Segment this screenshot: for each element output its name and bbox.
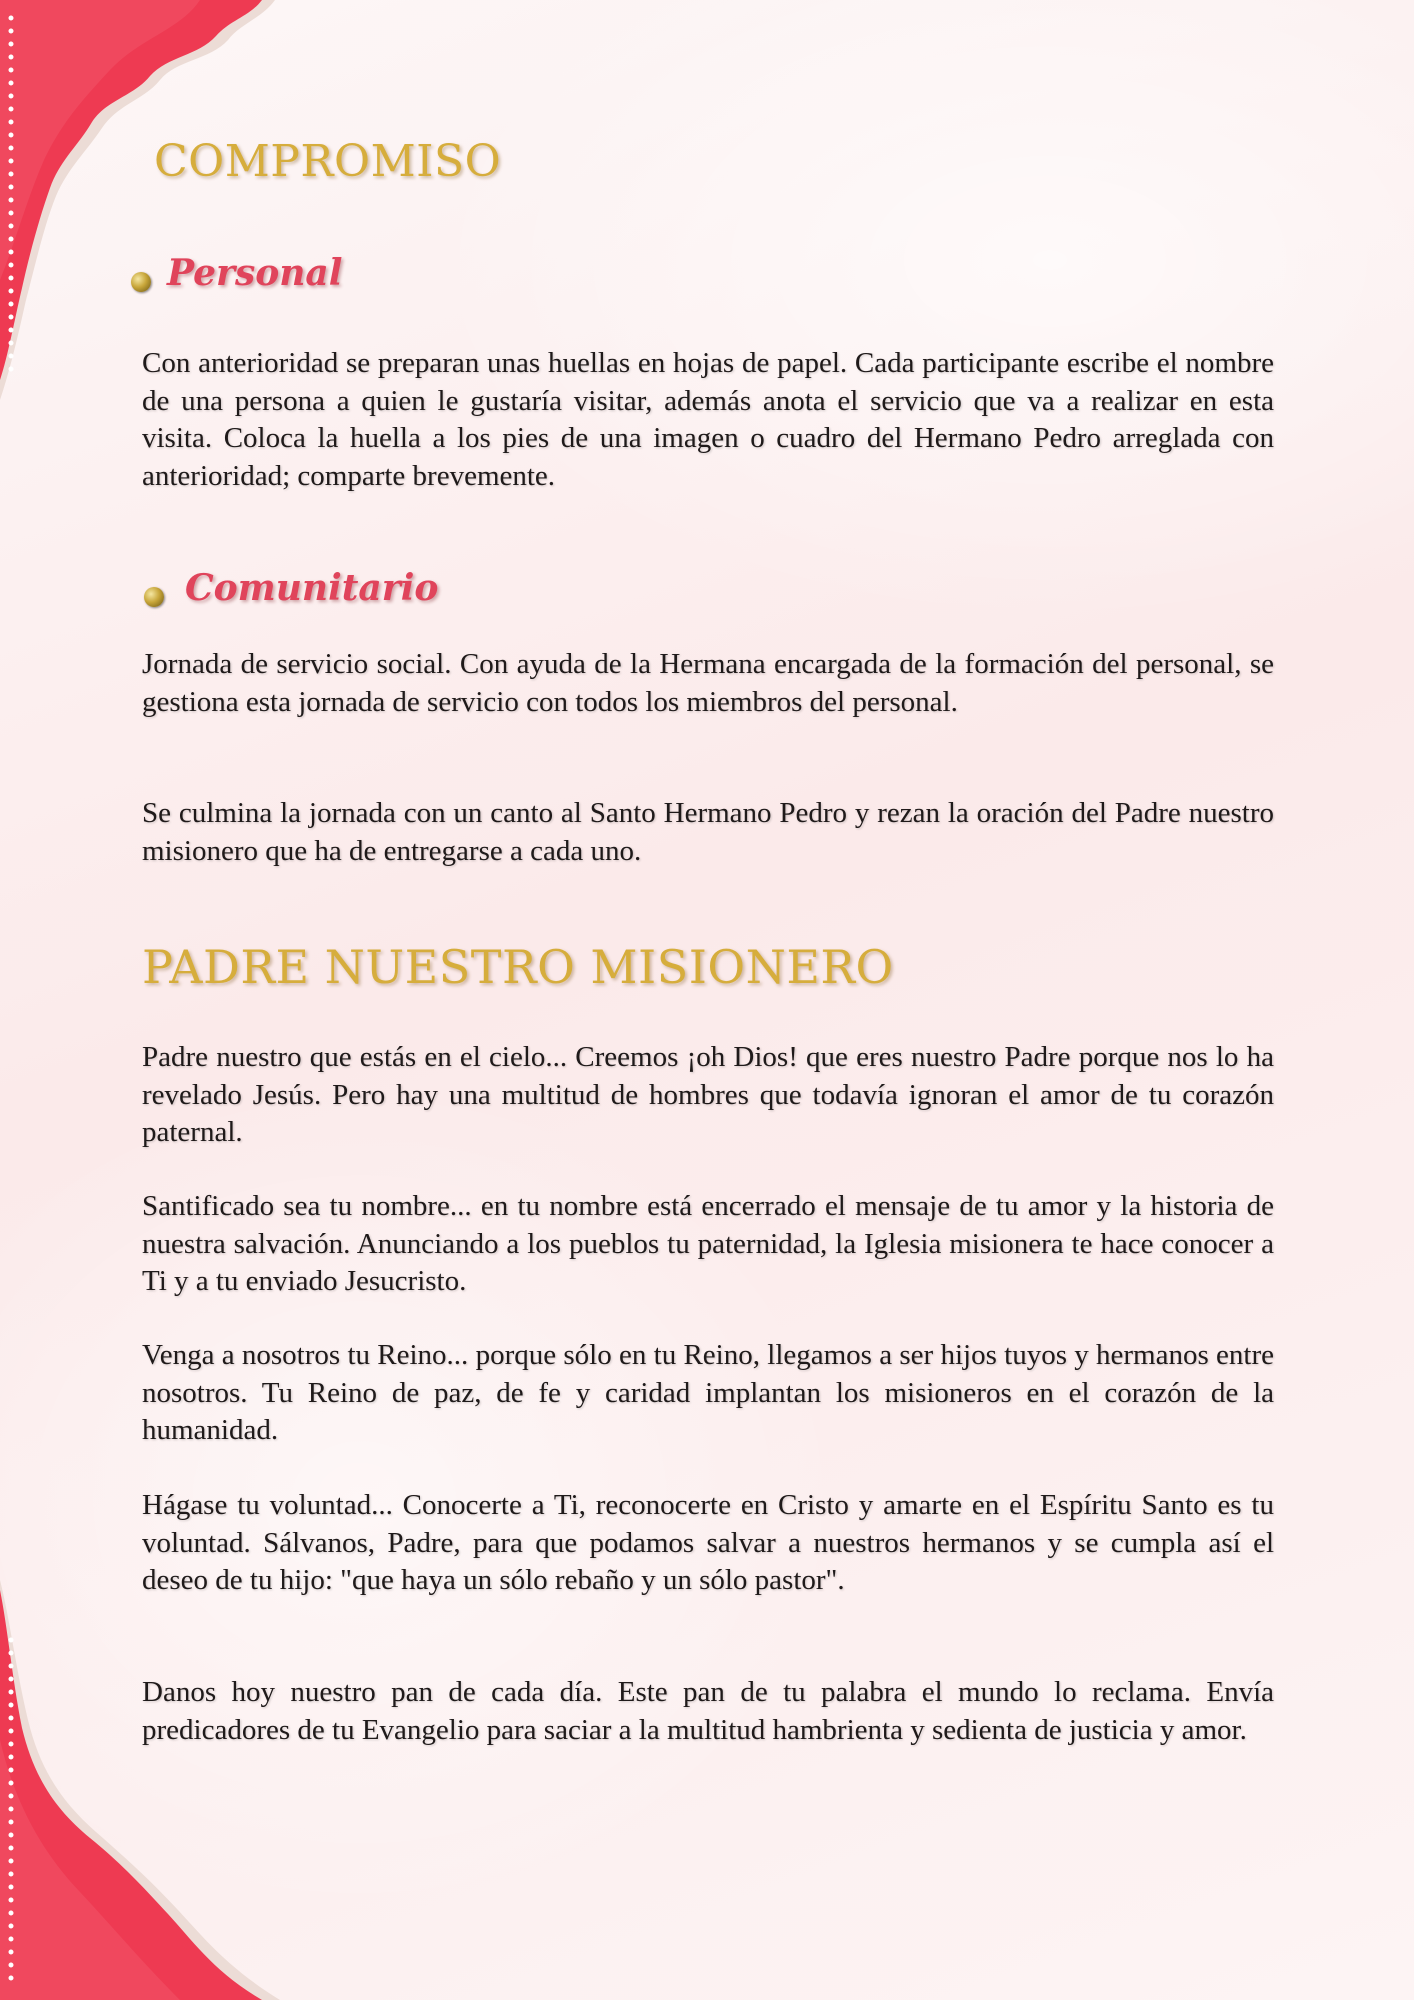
prayer-paragraph-4: Hágase tu voluntad... Conocerte a Ti, reconocerte en Cristo y amarte en el Espíritu Santo es tu voluntad. Sálvanos, Padre, para que podamos salvar a nuestros hermanos y se cumpla así el deseo de tu hijo: "que haya un sólo rebaño y un sólo pastor". — [142, 1489, 1274, 1596]
prayer-paragraph-5: Danos hoy nuestro pan de cada día. Este pan de tu palabra el mundo lo reclama. Envía predicadores de tu Evangelio para saciar a la multitud hambrienta y sedienta de justicia y amor. — [142, 1676, 1274, 1746]
comunitario-paragraph-1: Jornada de servicio social. Con ayuda de la Hermana encargada de la formación del personal, se gestiona esta jornada de servicio con todos los miembros del personal. — [142, 648, 1274, 718]
personal-heading: Personal — [167, 252, 343, 294]
bullet-icon — [144, 587, 164, 607]
padre-nuestro-heading: PADRE NUESTRO MISIONERO — [142, 940, 894, 994]
comunitario-paragraph-2: Se culmina la jornada con un canto al Santo Hermano Pedro y rezan la oración del Padre nuestro misionero que ha de entregarse a cada uno. — [142, 797, 1274, 867]
prayer-paragraph-2: Santificado sea tu nombre... en tu nombre está encerrado el mensaje de tu amor y la historia de nuestra salvación. Anunciando a los pueblos tu paternidad, la Iglesia misionera te hace conocer a Ti y a tu enviado Jesucristo. — [142, 1190, 1274, 1297]
comunitario-heading: Comunitario — [185, 567, 439, 609]
prayer-paragraph-3: Venga a nosotros tu Reino... porque sólo en tu Reino, llegamos a ser hijos tuyos y hermanos entre nosotros. Tu Reino de paz, de fe y caridad implantan los misioneros en el corazón de la humanidad. — [142, 1339, 1274, 1446]
prayer-paragraph-1: Padre nuestro que estás en el cielo... Creemos ¡oh Dios! que eres nuestro Padre porque nos lo ha revelado Jesús. Pero hay una multitud de hombres que todavía ignoran el amor de tu corazón paternal. — [142, 1041, 1274, 1148]
bullet-icon — [131, 272, 151, 292]
bottom-left-decoration — [0, 1580, 300, 2000]
compromiso-heading: COMPROMISO — [154, 136, 502, 187]
personal-paragraph: Con anterioridad se preparan unas huellas en hojas de papel. Cada participante escribe el nombre de una persona a quien le gustaría visitar, además anota el servicio que va a realizar en esta visita. Coloca la huella a los pies de una imagen o cuadro del Hermano Pedro arreglada con anterioridad; comparte brevemente. — [142, 347, 1274, 492]
